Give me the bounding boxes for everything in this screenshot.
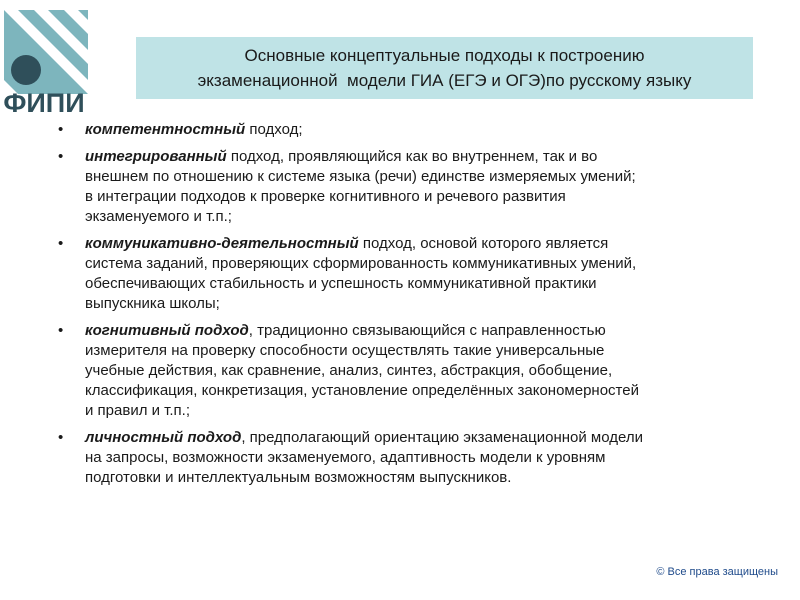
list-item xyxy=(58,120,758,140)
list-item xyxy=(58,234,758,314)
approach-description-line: и правил и т.п.; xyxy=(85,402,190,419)
bullet-first-line xyxy=(85,234,758,254)
approach-description-line: система заданий, проверяющих сформированность коммуникативных умений, xyxy=(85,255,637,272)
approach-description-line: выпускника школы; xyxy=(85,295,220,312)
approach-description-line: учебные действия, как сравнение, анализ, синтез, абстракция, обобщение, xyxy=(85,362,613,379)
bullet-icon: • xyxy=(58,429,64,446)
approach-description-line: измерителя на проверку способности осуществлять такие универсальные xyxy=(85,342,605,359)
approach-term: интегрированный xyxy=(85,148,227,165)
approach-description-line: обеспечивающих стабильность и успешность коммуникативной практики xyxy=(85,275,597,292)
bullet-icon: • xyxy=(58,235,64,252)
bullet-first-line xyxy=(85,321,758,341)
approach-description-line: классификация, конкретизация, установление определённых закономерностей xyxy=(85,382,639,399)
approach-description: подход, проявляющийся как во внутреннем, так и во xyxy=(226,148,598,165)
fipi-logo-text: ФИПИ xyxy=(3,88,85,118)
approach-term: когнитивный подход xyxy=(85,322,249,339)
approach-description: подход; xyxy=(245,121,303,138)
approach-description-line: на запросы, возможности экзаменуемого, адаптивность модели к уровням xyxy=(85,449,606,466)
fipi-logo-graphic xyxy=(4,10,88,94)
approach-description: , предполагающий ориентацию экзаменационной модели xyxy=(241,429,643,446)
slide-title xyxy=(136,37,753,99)
bullet-first-line xyxy=(85,120,758,140)
title-line-2: экзаменационной модели ГИА (ЕГЭ и ОГЭ)по русскому языку xyxy=(197,71,692,90)
bullet-first-line xyxy=(85,147,758,167)
approach-description-line: внешнем по отношению к системе языка (речи) единстве измеряемых умений; xyxy=(85,168,636,185)
approaches-list xyxy=(58,120,758,495)
approach-description-line: подготовки и интеллектуальным возможностям выпускников. xyxy=(85,469,512,486)
bullet-first-line xyxy=(85,428,758,448)
bullet-icon: • xyxy=(58,148,64,165)
approach-description-line: экзаменуемого и т.п.; xyxy=(85,208,232,225)
approach-term: компетентностный xyxy=(85,121,246,138)
approach-term: личностный подход xyxy=(85,429,242,446)
title-line-1: Основные концептуальные подходы к построению xyxy=(244,46,645,65)
approach-description-line: в интеграции подходов к проверке когнитивного и речевого развития xyxy=(85,188,566,205)
approach-description: , традиционно связывающийся с направленностью xyxy=(248,322,606,339)
list-item xyxy=(58,321,758,421)
list-item xyxy=(58,147,758,227)
approach-description: подход, основой которого является xyxy=(358,235,609,252)
list-item xyxy=(58,428,758,488)
bullet-icon: • xyxy=(58,121,64,138)
copyright-notice: © Все права защищены xyxy=(656,566,778,578)
approach-term: коммуникативно-деятельностный xyxy=(85,235,359,252)
bullet-icon: • xyxy=(58,322,64,339)
